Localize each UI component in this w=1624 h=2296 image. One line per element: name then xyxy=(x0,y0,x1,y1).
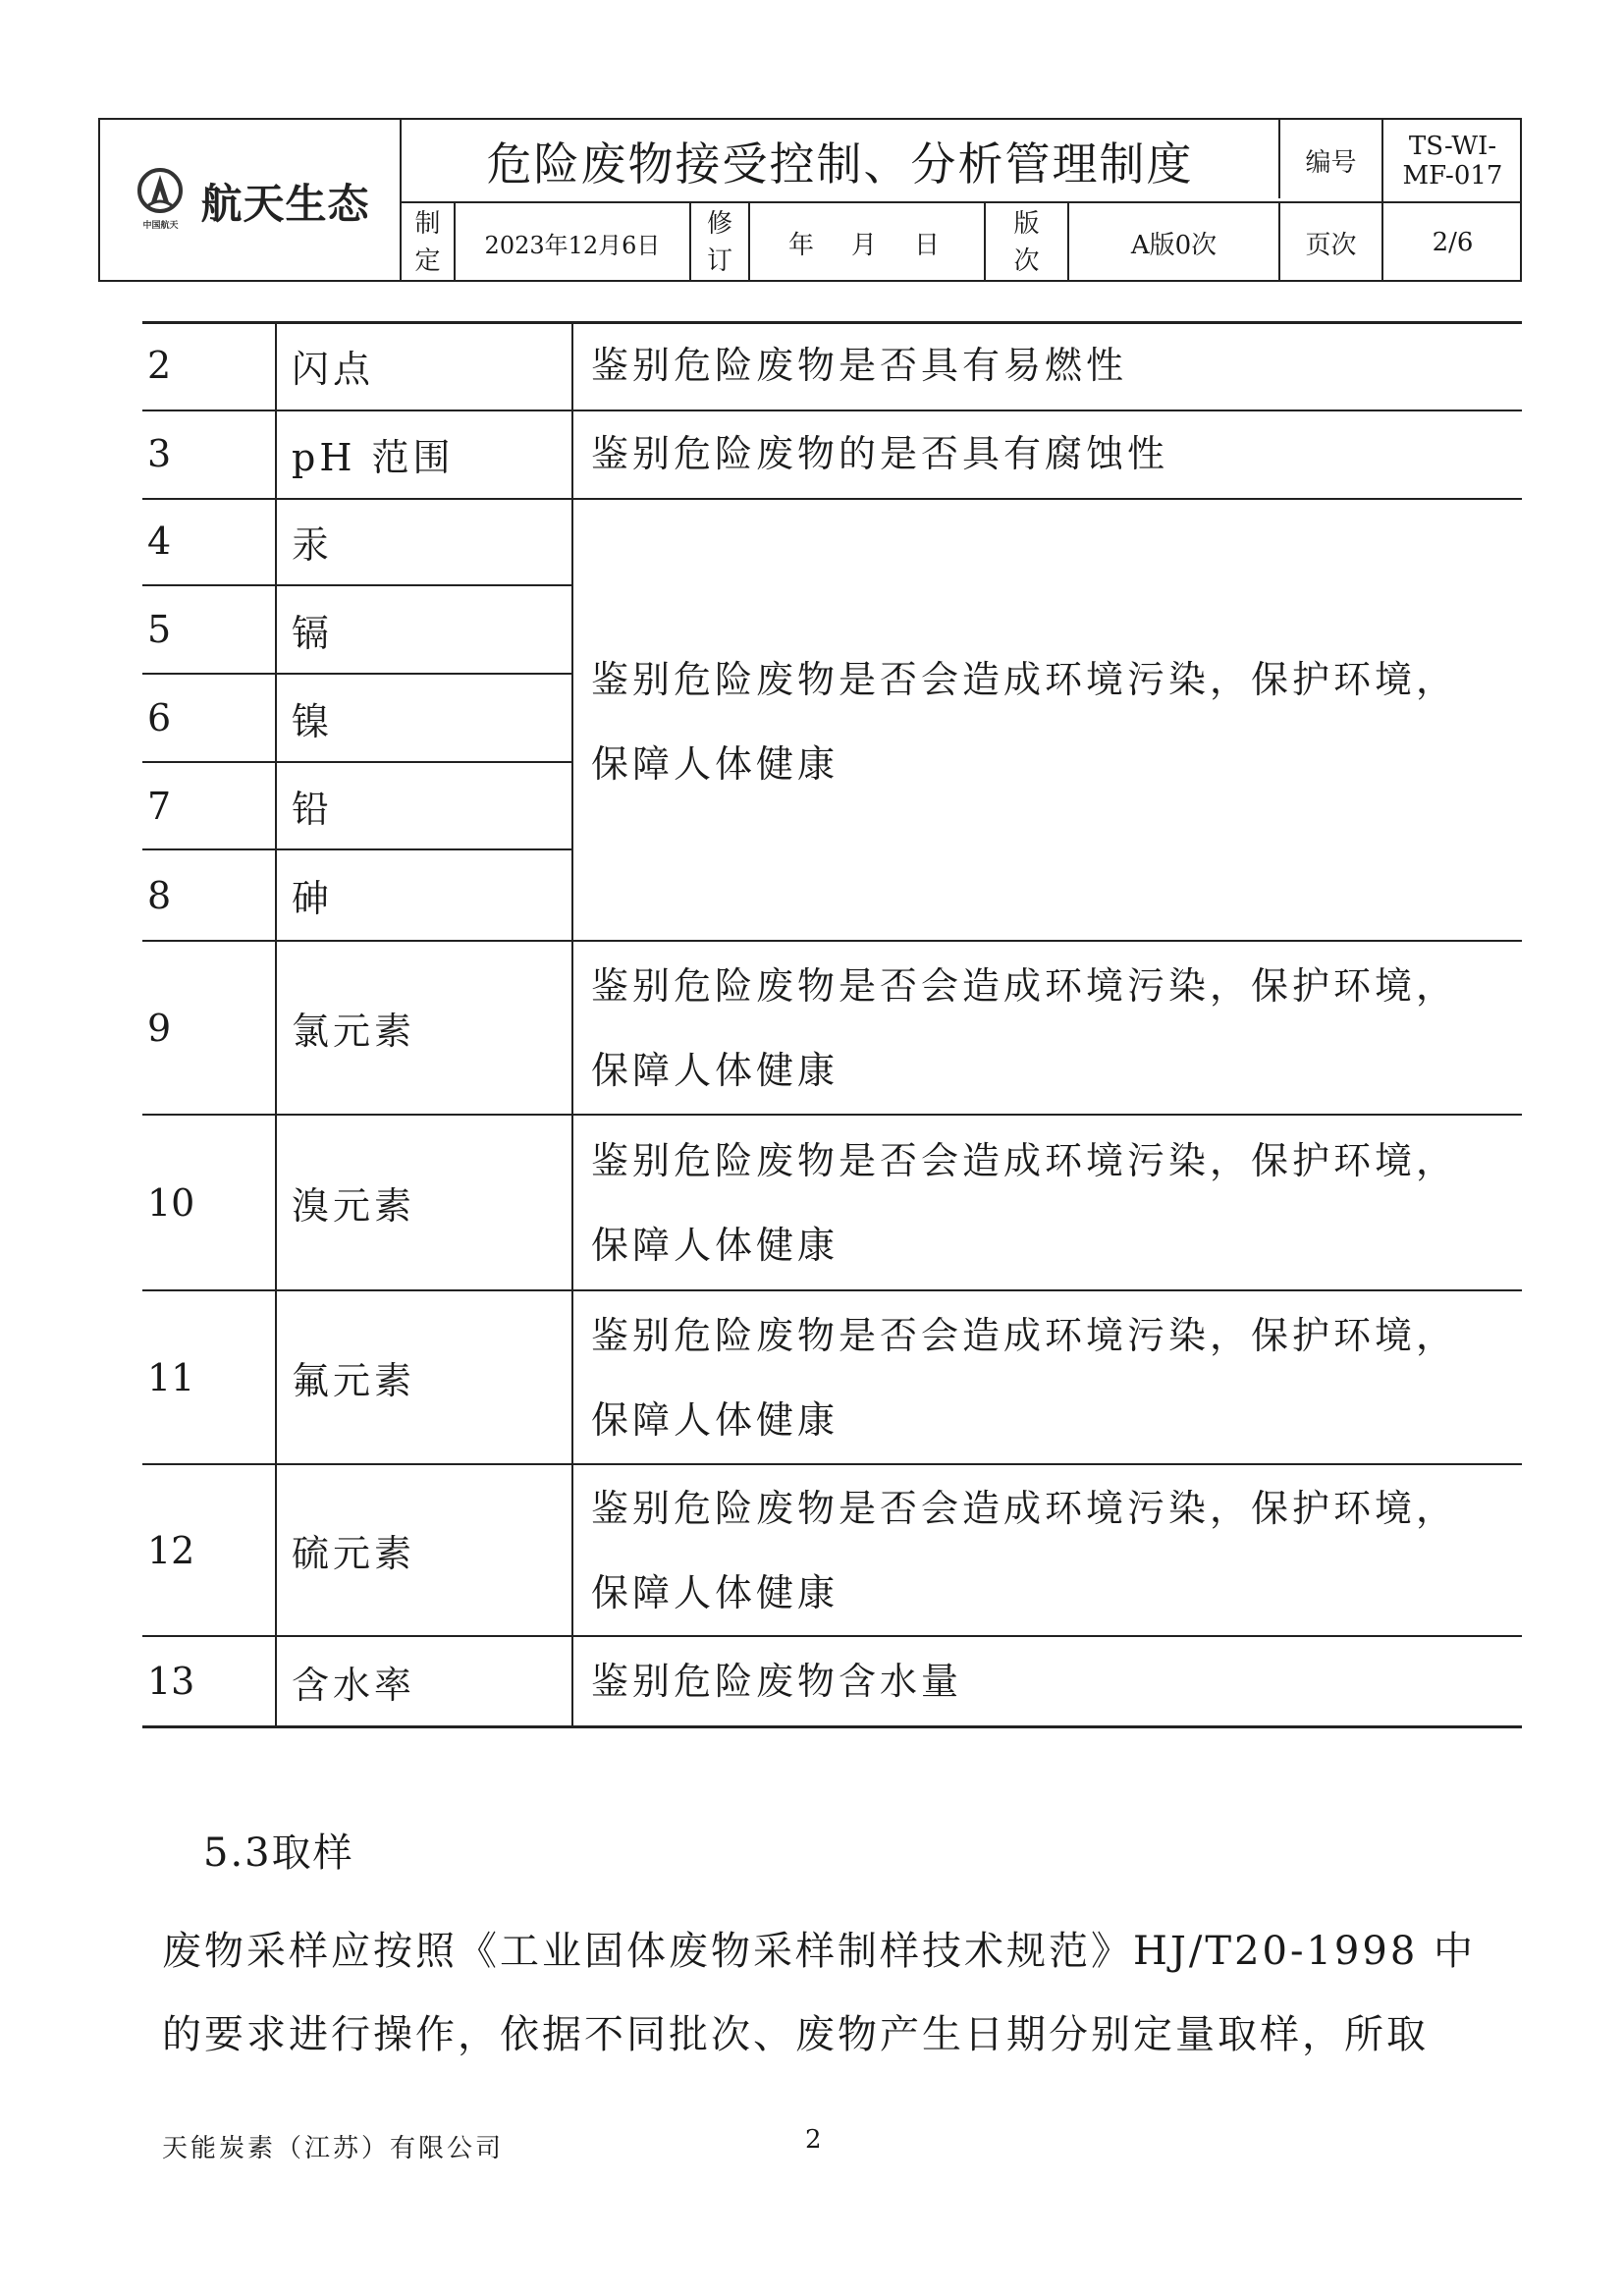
row-number: 12 xyxy=(147,1528,195,1572)
row-number: 7 xyxy=(147,784,172,828)
made-label-cell xyxy=(402,203,454,282)
row-item: 闪点 xyxy=(292,347,375,391)
row-item: 溴元素 xyxy=(292,1184,416,1228)
paragraph-line: 的要求进行操作，依据不同批次、废物产生日期分别定量取样，所取 xyxy=(162,2012,1429,2057)
row-number: 8 xyxy=(147,873,172,917)
code-label: 编号 xyxy=(1305,148,1357,178)
logo-subtext: 中国航天 xyxy=(142,220,179,231)
made-date: 2023年12月6日 xyxy=(484,231,661,259)
merged-row-description: 鉴别危险废物是否会造成环境污染，保护环境，保障人体健康 xyxy=(591,658,1458,786)
section-heading: 5.3取样 xyxy=(203,1831,354,1876)
row-description: 鉴别危险废物是否会造成环境污染，保护环境，保障人体健康 xyxy=(591,963,1458,1092)
logo-text: 航天生态 xyxy=(200,179,370,228)
document-header xyxy=(98,118,1522,282)
footer-page-number: 2 xyxy=(805,2125,822,2155)
revised-date: 年 月 日 xyxy=(787,230,946,260)
footer-company: 天能炭素（江苏）有限公司 xyxy=(162,2134,505,2163)
row-description: 鉴别危险废物是否会造成环境污染，保护环境，保障人体健康 xyxy=(591,1138,1458,1267)
row-description: 鉴别危险废物是否具有易燃性 xyxy=(591,344,1128,387)
row-item: pH 范围 xyxy=(292,435,455,479)
row-item: 硫元素 xyxy=(292,1532,416,1575)
version-label: 版次 xyxy=(1013,209,1040,276)
row-item: 含水率 xyxy=(292,1663,416,1707)
row-item: 镉 xyxy=(292,611,334,655)
version-label-cell xyxy=(986,203,1067,282)
row-number: 4 xyxy=(147,519,172,563)
logo-emblem-icon xyxy=(130,167,190,236)
row-item: 汞 xyxy=(292,522,334,567)
revised-label-cell xyxy=(691,203,748,282)
row-number: 11 xyxy=(147,1355,195,1399)
paragraph-line: 废物采样应按照《工业固体废物采样制样技术规范》HJ/T20-1998 中 xyxy=(162,1929,1476,1974)
row-number: 5 xyxy=(147,608,172,651)
row-description: 鉴别危险废物是否会造成环境污染，保护环境，保障人体健康 xyxy=(591,1313,1458,1442)
row-number: 2 xyxy=(147,344,172,387)
row-item: 氯元素 xyxy=(292,1010,416,1053)
made-label: 制定 xyxy=(414,209,441,276)
row-description: 鉴别危险废物是否会造成环境污染，保护环境，保障人体健康 xyxy=(591,1486,1458,1614)
page-label: 页次 xyxy=(1305,230,1357,260)
page-value: 2/6 xyxy=(1432,228,1474,257)
version-value: A版0次 xyxy=(1130,230,1218,260)
row-item: 砷 xyxy=(292,877,334,920)
row-number: 9 xyxy=(147,1006,172,1050)
row-item: 镍 xyxy=(292,699,334,743)
row-description: 鉴别危险废物的是否具有腐蚀性 xyxy=(591,432,1169,475)
logo-area xyxy=(100,120,400,282)
document-title: 危险废物接受控制、分析管理制度 xyxy=(486,137,1194,191)
row-number: 10 xyxy=(147,1180,195,1225)
company-logo xyxy=(130,167,369,236)
row-item: 铅 xyxy=(292,788,334,831)
row-description: 鉴别危险废物含水量 xyxy=(591,1660,963,1703)
row-item: 氟元素 xyxy=(292,1359,416,1402)
row-number: 13 xyxy=(147,1660,195,1703)
revised-label: 修订 xyxy=(706,209,732,276)
code-value: TS-WI-MF-017 xyxy=(1402,131,1503,191)
row-number: 3 xyxy=(147,432,172,475)
row-number: 6 xyxy=(147,696,172,739)
